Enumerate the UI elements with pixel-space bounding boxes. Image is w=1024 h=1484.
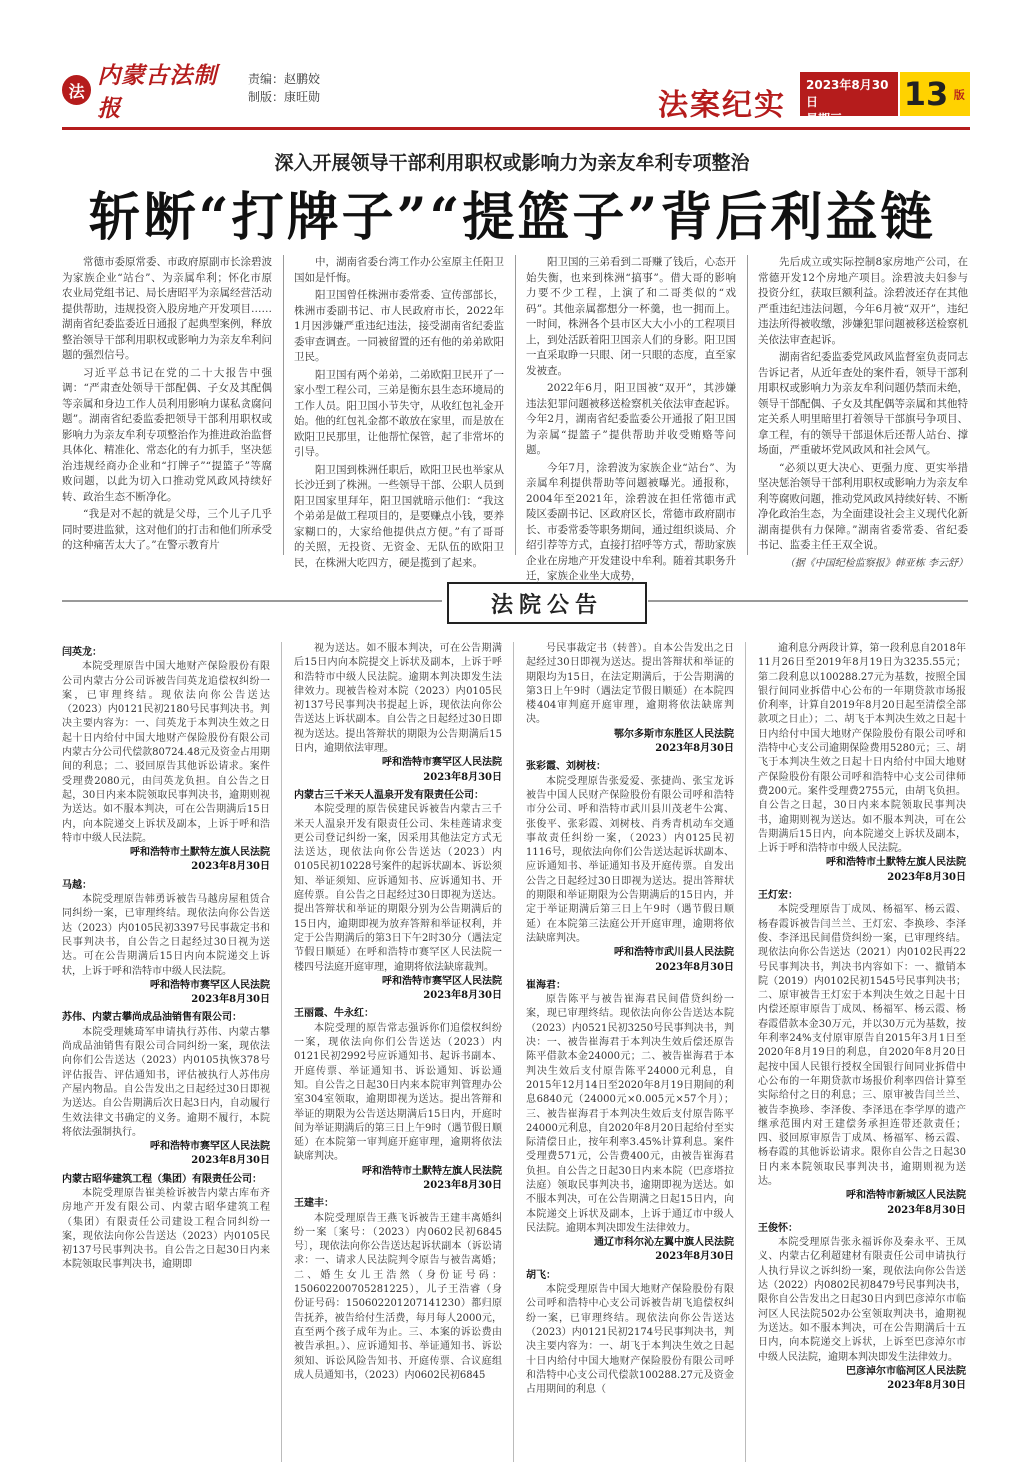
notice-court: 呼和浩特市土默特左旗人民法院 <box>130 847 270 859</box>
notice-column-3 <box>526 642 734 1397</box>
paragraph: “必须以更大决心、更强力度、更实举措坚决惩治领导干部利用职权或影响力为亲友牟利等腐败问题，推动党风政风持续好转、不断净化政治生态，为全面建设社会主义现代化新湖南提供有力保障。”湖南省委常委、省纪委书记、监委主任王双全说。 <box>758 461 968 551</box>
court-notice <box>62 646 270 875</box>
notice-addressee: 王俊怀： <box>758 1222 798 1234</box>
column-divider <box>745 642 746 1462</box>
paragraph: 先后成立或实际控制8家房地产公司，在常德开发12个房地产项目。涂碧波夫妇参与投资分红，获取巨额利益。涂碧波还存在其他严重违纪违法问题，今年6月被“双开”，违纪违法所得被收缴，涉嫌犯罪问题被移送检察机关依法审查起诉。 <box>758 256 968 346</box>
notice-addressee: 闫英龙： <box>62 647 102 658</box>
notice-date: 2023年8月30日 <box>655 1251 734 1263</box>
court-notice <box>62 1173 270 1273</box>
notices-title: 法院公告 <box>447 582 647 624</box>
column-divider <box>513 642 514 1462</box>
notice-date: 2023年8月30日 <box>191 994 270 1006</box>
notice-body: 本院受理原告张爱爱、张捷尚、张宝龙诉被告中国人民财产保险股份有限公司呼和浩特市分公司、呼和浩特市武川县川茂老牛公寓、张俊平、张彩霞、刘树枝、肖秀青机动车交通事故责任纠纷一案，（2023）内0125民初1116号，现依法向你们公告送达起诉状副本、应诉通知书、举证通知书及开庭传票。自发出公告之日起经过30日即视为送达。提出答辩状的期限和举证期限为公告期满后的15日内，并定于举证期满后第三日上午9时（遇节假日顺延）在本院第三法庭公开开庭审理，逾期将依法缺席判决。 <box>526 775 734 944</box>
notice-body: 本院受理原告崔美检诉被告内蒙古库布齐房地产开发有限公司、内蒙古昭华建筑工程（集团）有限责任公司建设工程合同纠纷一案，现依法向你公告送达（2023）内0105民初137号民事判决书。自公告之日起30日内来本院领取民事判决书，逾期即 <box>62 1187 270 1271</box>
paragraph: 常德市委原常委、市政府原副市长涂碧波为家族企业“站台”、为亲属牟利；怀化市原农业局党组书记、局长唐昭平为亲属经营活动提供帮助，违规投资入股房地产开发项目……湖南省纪委监委近日通报了起典型案例，释放整治领导干部利用职权或影响力为亲友牟利问题的强烈信号。 <box>62 256 272 361</box>
issue-date: 2023年8月30日 <box>806 78 889 109</box>
notice-date: 2023年8月30日 <box>191 861 270 873</box>
notice-court: 呼和浩特市赛罕区人民法院 <box>150 1141 270 1153</box>
column-divider <box>283 255 284 555</box>
notice-body: 本院受理原告中国大地财产保险股份有限公司呼和浩特中心支公司诉被告胡飞追偿权纠纷一案，已审理终结。现依法向你公告送达（2023）内0121民初2174号民事判决书，判决主要内容为：一、胡飞于本判决生效之日起十日内给付中国大地财产保险股份有限公司呼和浩特中心支公司代偿款100288.27元及资金占用期间的利息（ <box>526 1284 734 1396</box>
article-column-1 <box>62 255 272 556</box>
notice-date: 2023年8月30日 <box>655 961 734 973</box>
notice-body: 本院受理的原告侯建民诉被告内蒙古三千米天人温泉开发有限责任公司、朱桂莲请求变更公司登记纠纷一案，因采用其他法定方式无法送达，现依法向你公告送达（2023）内0105民初10228号案件的起诉状副本、诉讼须知、举证须知、应诉通知书、应诉通知书、开庭传票。自公告之日起经过30日即视为送达。提出答辩状和举证的期限分别为公告期满后的15日内，逾期即视为放弃答辩和举证权利，并定于公告期满后的第3日下午2时30分（遇法定节假日顺延）在呼和浩特市赛罕区人民法院一楼四号法庭开庭审理，逾期将依法缺席裁判。 <box>294 804 502 973</box>
notice-addressee: 王建丰： <box>294 1198 334 1210</box>
masthead-rule <box>62 127 970 130</box>
column-divider <box>515 255 516 555</box>
editor: 责编：赵鹏姣 <box>248 72 321 86</box>
notice-addressee: 内蒙古三千米天人温泉开发有限责任公司： <box>294 789 484 801</box>
notice-body: 本院受理姚琦军申请执行苏伟、内蒙古攀尚成品油销售有限公司合同纠纷一案，现依法向你们公告送达（2023）内0105执恢378号评估报告、评估通知书，评估被执行人苏伟房产屋内物品。自公告发出之日起经过30日即视为送达。自公告期满后次日起3日内，自动履行生效法律文书确定的义务。逾期不履行，本院将依法强制执行。 <box>62 1026 270 1138</box>
notices-banner <box>62 582 968 622</box>
article-headline: 斩断“打牌子”“提篮子”背后利益链 <box>88 187 936 248</box>
masthead <box>0 60 1024 130</box>
notice-date: 2023年8月30日 <box>887 1380 966 1392</box>
column-divider <box>281 642 282 1462</box>
issue-weekday: 星期三 <box>806 112 843 126</box>
court-notice <box>294 789 502 1003</box>
article-column-2 <box>294 255 504 573</box>
paragraph: 2022年6月，阳卫国被“双开”，其涉嫌违法犯罪问题被移送检察机关依法审查起诉。今年2月，湖南省纪委监委公开通报了阳卫国为亲属“提篮子”提供帮助并收受贿赂等问题。 <box>526 382 736 456</box>
court-notice <box>526 642 734 756</box>
column-divider <box>747 255 748 555</box>
notice-date: 2023年8月30日 <box>423 771 502 783</box>
notice-body: 本院受理的原告常志强诉你们追偿权纠纷一案，现依法向你们公告送达（2023）内0121民初2992号应诉通知书、起诉书副本、开庭传票、举证通知书、诉讼通知、诉讼通知。自公告之日起30日内来本院审判管理办公室304室领取，逾期即视为送达。提出答辩和举证的期限为公告送达期满后15日内，开庭时间为举证期满后的第三日上午9时（遇节假日顺延）在本院第一审判庭开庭审理，逾期将依法缺席判决。 <box>294 1022 502 1163</box>
logo-text: 内蒙古法制报 <box>97 62 218 122</box>
notice-court: 呼和浩特市赛罕区人民法院 <box>150 979 270 991</box>
notice-body: 逾利息分两段计算，第一段利息自2018年11月26日至2019年8月19日为3235.55元；第二段利息以100288.27元为基数，按照全国银行间同业拆借中心公布的一年期贷款市场报价利率，计算自2019年8月20日起至清偿全部款项之日止）；二、胡飞于本判决生效之日起十日内给付中国大地财产保险股份有限公司呼和浩特中心支公司逾期保险费用5280元；三、胡飞于本判决生效之日起十日内给付中国大地财产保险股份有限公司呼和浩特中心支公司律师费200元。案件受理费2755元，由胡飞负担。自公告之日起，30日内来本院领取民事判决书，逾期则视为送达。如不服本判决，可在公告期满后15日内，向本院递交上诉状及副本，上诉于呼和浩特市中级人民法院。 <box>758 643 966 855</box>
notice-column-1 <box>62 642 270 1273</box>
court-notices <box>62 642 968 1462</box>
notice-addressee: 胡飞： <box>526 1269 556 1281</box>
court-notice <box>526 1269 734 1398</box>
article-source: （据《中国纪检监察报》韩亚栋 李云舒） <box>784 557 968 569</box>
page-number-box <box>900 72 970 116</box>
paragraph: 阳卫国到株洲任职后，欧阳卫民也举家从长沙迁到了株洲。一些领导干部、公职人员到阳卫国家里拜年，阳卫国就暗示他们：“我这个弟弟是做工程项目的，是要赚点小钱，要养家糊口的，大家给他提供点方便。”有了哥哥的关照，无投资、无资金、无队伍的欧阳卫民，在株洲大吃四方，硬是揽到了起来。 <box>294 463 504 569</box>
notice-addressee: 王丽霞、牛永红： <box>294 1008 374 1020</box>
notice-court: 呼和浩特市武川县人民法院 <box>614 947 734 959</box>
banner-rule <box>62 600 442 602</box>
notice-body: 本院受理原告中国大地财产保险股份有限公司内蒙古分公司诉被告闫英龙追偿权纠纷一案，已审理终结。现依法向你公告送达（2023）内0121民初2180号民事判决书。判决主要内容为：一、闫英龙于本判决生效之日起十日内给付中国大地财产保险股份有限公司内蒙古分公司代偿款80724.48元及资金占用期间的利息；二、驳回原告其他诉讼请求。案件受理费2080元，由闫英龙负担。自公告之日起，30日内来本院领取民事判决书，逾期则视为送达。如不服本判决，可在公告期满后15日内，向本院递交上诉状及副本，上诉于呼和浩特市中级人民法院。 <box>62 661 270 844</box>
notice-court: 鄂尔多斯市东胜区人民法院 <box>614 728 734 740</box>
court-notice <box>294 1197 502 1383</box>
notice-addressee: 王灯宏： <box>758 890 798 902</box>
paragraph: 阳卫国有两个弟弟，二弟欧阳卫民开了一家小型工程公司，三弟是衡东县生态环境局的工作人员。阳卫国小节失守，从收红包礼金开始。他的红包礼金都不敢放在家里，而是放在欧阳卫民那里，让他帮忙保管，起了非常坏的引导。 <box>294 368 504 458</box>
notice-addressee: 苏伟、内蒙古攀尚成品油销售有限公司： <box>62 1012 242 1024</box>
court-notice <box>526 979 734 1265</box>
issue-date-box <box>800 72 898 126</box>
notice-addressee: 马越： <box>62 879 92 891</box>
court-notice <box>758 889 966 1218</box>
paragraph: 中，湖南省委台湾工作办公室原主任阳卫国如是忏悔。 <box>294 256 504 284</box>
paragraph: 阳卫国的三弟看到二哥赚了钱后，心态开始失衡，也来到株洲“搞事”。借大哥的影响力要不少工程，上演了和二哥类似的“戏码”。其他亲属都想分一杯羹，也一拥而上。一时间，株洲各个县市区大大小小的工程项目上，到处活跃着阳卫国亲人们的身影。阳卫国一直采取睁一只眼、闭一只眼的态度，直至家发被查。 <box>526 256 736 377</box>
notice-date: 2023年8月30日 <box>887 1204 966 1216</box>
paragraph: 习近平总书记在党的二十大报告中强调：“严肃查处领导干部配偶、子女及其配偶等亲属和身边工作人员利用影响力谋私贪腐问题”。湖南省纪委监委把领导干部利用职权或影响力为亲友牟利专项整治作为推进政治监督具体化、精准化、常态化的有力抓手，坚决惩治违规经商办企业和“打牌子”“提篮子”等腐败问题，以此为切入口推动党风政风持续好转、政治生态不断净化。 <box>62 366 272 503</box>
court-notice <box>758 1222 966 1394</box>
notice-date: 2023年8月30日 <box>887 871 966 883</box>
page-label: 版 <box>952 88 966 100</box>
page-number: 13 <box>903 75 949 113</box>
paragraph: 今年7月，涂碧波为家族企业“站台”、为亲属牟利提供帮助等问题被曝光。通报称，2004年至2021年，涂碧波在担任常德市武陵区委副书记、区政府区长，常德市政府副市长、市委常委等职务期间，通过组织谈局、介绍引荐等方式，直接打招呼等方式，帮助家族企业在房地产开发建设中牟利。随着其职务升迁，家族企业坐大成势， <box>526 461 736 582</box>
newspaper-logo <box>62 62 238 122</box>
paragraph: “我是对不起的就是父母，三个儿子几乎同时要进监狱，这对他们的打击和他们所承受的这种痛苦太大了。”在警示教育片 <box>62 508 272 551</box>
producer: 制版：康旺勋 <box>248 90 321 104</box>
notice-court: 通辽市科尔沁左翼中旗人民法院 <box>594 1237 734 1249</box>
notice-date: 2023年8月30日 <box>423 1179 502 1191</box>
notice-date: 2023年8月30日 <box>191 1155 270 1167</box>
notice-court: 巴彦淖尔市临河区人民法院 <box>846 1365 966 1377</box>
court-notice <box>758 642 966 885</box>
paragraph: 湖南省纪委监委党风政风监督室负责同志告诉记者，从近年查处的案件看，领导干部利用职权或影响力为亲友牟利问题仍禁而未绝，领导干部配偶、子女及其配偶等亲属和其他特定关系人明里暗里打着领导干部旗号争项目、拿工程，有的领导干部退休后还帮人站台、撑场面，严重破坏党风政风和社会风气。 <box>758 351 968 456</box>
notice-body: 本院受理原告丁成凤、杨福军、杨云霞、杨春霞诉被告闫兰兰、王灯宏、李换珍、李泽俊、李泽迅民间借贷纠纷一案，已审理终结。现依法向你公告送达（2021）内0102民再22号民事判决书，判决书内容如下：一、撤销本院（2019）内0102民初1545号民事判决书；二、原审被告王灯宏于本判决生效之日起十日内偿还原审原告丁成凤、杨福军、杨云霞、杨春霞借款本金30万元，并以30万元为基数，按年利率24%支付原审原告自2015年3月1日至2020年8月19日的利息，自2020年8月20日起按中国人民银行授权全国银行间同业拆借中心公布的一年期贷款市场报价利率四倍计算至实际给付之日的利息；三、原审被告闫兰兰、被告李换珍、李泽俊、李泽迅在李学厚的遗产继承范围内对王建偿务承担连带还款责任；四、驳回原审原告丁成凤、杨福军、杨云霞、杨春霞的其他诉讼请求。限你自公告之日起30日内来本院领取民事判决书，逾期则视为送达。 <box>758 904 966 1187</box>
section-title: 法案纪实 <box>658 88 786 123</box>
notice-column-4 <box>758 642 966 1397</box>
notice-court: 呼和浩特市土默特左旗人民法院 <box>362 1165 502 1177</box>
notice-court: 呼和浩特市新城区人民法院 <box>846 1190 966 1202</box>
notice-court: 呼和浩特市土默特左旗人民法院 <box>826 857 966 869</box>
logo-emblem-icon: 法 <box>62 75 91 105</box>
notice-addressee: 崔海君： <box>526 979 566 991</box>
article-column-4 <box>758 255 968 573</box>
court-notice <box>62 879 270 1008</box>
notice-body: 视为送达。如不服本判决，可在公告期满后15日内向本院提交上诉状及副本，上诉于呼和浩特市中级人民法院。逾期本判决即发生法律效力。现被告检对本院（2023）内0105民初137号民事判决书提起上诉，现依法向你公告送达上诉状副本。自公告之日起经过30日即视为送达。提出答辩状的期限为公告期满后15日内，逾期依法审理。 <box>294 643 502 755</box>
court-notice <box>526 760 734 974</box>
notice-date: 2023年8月30日 <box>655 743 734 755</box>
court-notice <box>294 642 502 785</box>
paragraph: 阳卫国曾任株洲市委常委、宣传部部长，株洲市委副书记、市人民政府市长，2022年1月因涉嫌严重违纪违法，接受湖南省纪委监委审查调查。一同被留置的还有他的弟弟欧阳卫民。 <box>294 289 504 363</box>
notice-court: 呼和浩特市赛罕区人民法院 <box>382 757 502 769</box>
court-notice <box>294 1007 502 1193</box>
editor-credits <box>248 70 320 106</box>
court-notice <box>62 1011 270 1168</box>
notice-body: 本院受理原告韩勇诉被告马越房屋租赁合同纠纷一案，已审理终结。现依法向你公告送达（2023）内0105民初3397号民事裁定书和民事判决书，自公告之日起经过30日视为送达。可在公告期满后15日内向本院递交上诉状，上诉于呼和浩特市中级人民法院。 <box>62 894 270 977</box>
notice-body: 原告陈平与被告崔海君民间借贷纠纷一案，现已审理终结。现依法向你公告送达本院（2023）内0521民初3250号民事判决书，判决：一、被告崔海君于本判决生效后偿还原告陈平借款本金24000元；二、被告崔海君于本判决生效后支付原告陈平24000元利息，自2015年12月14日至2020年8月19日期间的利息6840元（24000元×0.005元×57个月）；三、被告崔海君于本判决生效后支付原告陈平24000元利息，自2020年8月20日起给付至实际清偿日止，按年利率3.45%计算利息。案件受理费571元，公告费400元，由被告崔海君负担。自公告之日起30日内来本院（巴彦塔拉法庭）领取民事判决书，逾期即视为送达。如不服本判决，可在公告期满之日起15日内，向本院递交上诉状及副本，上诉于通辽市中级人民法院。逾期本判决即发生法律效力。 <box>526 994 734 1234</box>
notice-body: 本院受理原告张永福诉你及秦永平、王凤义、内蒙古亿利超建材有限责任公司申请执行人执行异议之诉纠纷一案，现依法向你公告送达（2022）内0802民初8479号民事判决书，限你自公告发出之日起30日内到巴彦淖尔市临河区人民法院502办公室领取判决书，逾期视为送达。如不服本判决，可在公告期满后十五日内，向本院递交上诉状，上诉至巴彦淖尔市中级人民法院，逾期本判决即发生法律效力。 <box>758 1237 966 1363</box>
banner-rule <box>648 600 968 602</box>
notice-body: 号民事裁定书（转普）。自本公告发出之日起经过30日即视为送达。提出答辩状和举证的期限均为15日，在法定期满后，于公告期满的第3日上午9时（遇法定节假日顺延）在本院四楼404审判庭开庭审理，逾期将依法缺席判决。 <box>526 643 734 726</box>
article-column-3 <box>526 255 736 587</box>
notice-body: 本院受理原告王燕飞诉被告王建丰离婚纠纷一案〔案号：（2023）内0602民初6845号〕，现依法向你公告送达起诉状副本（诉讼请求：一、请求人民法院判令原告与被告离婚；二、婚生女儿王浩然（身份证号码：150602200705281225），儿子王浩睿（身份证号码：150602201207141230）都归原告抚养，被告给付生活费，每月每人2000元，直至两个孩子成年为止。三、本案的诉讼费由被告承担。）、应诉通知书、举证通知书、诉讼须知、诉讼风险告知书、开庭传票、合议庭组成人员通知书，（2023）内0602民初6845 <box>294 1212 502 1381</box>
notice-court: 呼和浩特市赛罕区人民法院 <box>382 975 502 987</box>
notice-date: 2023年8月30日 <box>423 990 502 1002</box>
notice-addressee: 张彩霞、刘树枝： <box>526 761 606 773</box>
notice-addressee: 内蒙古昭华建筑工程（集团）有限责任公司： <box>62 1173 262 1185</box>
notice-column-2 <box>294 642 502 1383</box>
article-subtitle: 深入开展领导干部利用职权或影响力为亲友牟利专项整治 <box>274 152 750 174</box>
